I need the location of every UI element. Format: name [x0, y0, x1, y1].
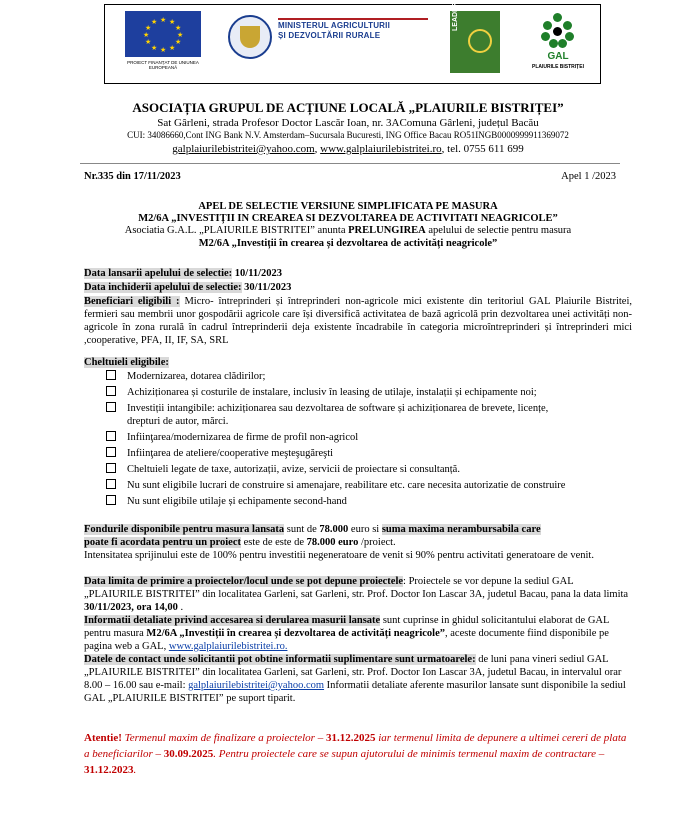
close-date-label: Data inchiderii apelului de selectie: [84, 282, 242, 293]
expenses-heading-row [84, 356, 632, 369]
intensity-paragraph: Intensitatea sprijinului este de 100% pentru investitii negeneratoare de venit si 90% pentru activitati generatoare de venit. [84, 550, 594, 561]
announce-text: Asociatia G.A.L. „PLAIURILE BISTRITEI” anunta [124, 225, 349, 236]
org-bank: CUI: 34086660,Cont ING Bank N.V. Amsterdam–Sucursala Bucuresti, ING Office Bacau RO51INGB0000999911369072 [127, 130, 569, 140]
list-item-text: Modernizarea, dotarea clădirilor; [127, 371, 266, 382]
list-item [106, 479, 636, 492]
list-item-continuation [106, 415, 636, 428]
email-link[interactable]: galplaiurilebistritei@yahoo.com [172, 143, 315, 155]
checkbox-icon [106, 479, 116, 489]
max-grant-amount: 78.000 euro [306, 537, 359, 548]
leader-logo [450, 2, 500, 73]
launch-date-row [84, 267, 632, 280]
list-item [106, 402, 636, 415]
leader-circle-icon [468, 29, 492, 53]
contact-sep: , [314, 143, 321, 155]
deadline-date: 30/11/2023, ora 14,00 [84, 602, 178, 613]
org-name: ASOCIAȚIA GRUPUL DE ACȚIUNE LOCALĂ „PLAIURILE BISTRIȚEI” [132, 100, 564, 115]
max-grant-label: suma maxima nerambursabila care [381, 524, 541, 535]
reference-number: Nr.335 din 17/11/2023 [84, 171, 181, 182]
romania-seal-icon [228, 15, 272, 59]
close-date: 30/11/2023 [241, 282, 292, 293]
funds-text-3: este de este de [241, 537, 307, 548]
checkbox-icon [106, 402, 116, 412]
checkbox-icon [106, 431, 116, 441]
list-item-text: Achiziționarea și costurile de instalare, inclusiv în leasing de utilaje, instalații și echipamente noi; [127, 387, 537, 398]
contact-label: Datele de contact unde solicitantii pot obtine informatii suplimentare sunt urmatoarele: [84, 654, 476, 665]
announce-text-2: apelului de selectie pentru masura [425, 225, 572, 236]
info-text: sunt cuprinse in ghidul solicitantului elaborat de GAL pentru masura [84, 615, 610, 639]
deadline-paragraph [84, 575, 632, 614]
tree-icon [541, 13, 575, 47]
ministry-line-2: ȘI DEZVOLTĂRII RURALE [278, 31, 381, 40]
checkbox-icon [106, 447, 116, 457]
checkbox-icon [106, 386, 116, 396]
attention-notice [84, 730, 632, 778]
funds-label: Fondurile disponibile pentru masura lansata [84, 524, 285, 535]
contract-deadline: 31.12.2023 [84, 764, 134, 776]
eu-flag-icon: ★ ★ ★ ★ ★ ★ ★ ★ ★ ★ ★ ★ [125, 11, 201, 57]
completion-deadline: 31.12.2025 [325, 732, 376, 744]
call-number: Apel 1 /2023 [561, 171, 616, 182]
ministry-logo [228, 11, 428, 71]
list-item [106, 447, 636, 460]
checkbox-icon [106, 370, 116, 380]
ministry-line-1: MINISTERUL AGRICULTURII [278, 21, 391, 30]
funds-text-4: /proiect. [358, 537, 396, 548]
extension-word: PRELUNGIREA [348, 225, 426, 236]
list-item [106, 495, 636, 508]
gal-subname: PLAIURILE BISTRIȚEI [532, 64, 584, 70]
expenses-label: Cheltuieli eligibile: [84, 357, 169, 368]
info-measure: M2/6A „Investiții în crearea și dezvoltarea de activități neagricole” [146, 628, 446, 639]
launch-date: 10/11/2023 [232, 268, 283, 279]
notice-text-2: iar termenul limita de depunere a ultimei cereri de plata a beneficiarilor – [84, 732, 627, 760]
funds-amount: 78.000 [319, 524, 349, 535]
funds-text-2: euro si [348, 524, 382, 535]
measure-title: M2/6A „INVESTIȚII IN CREAREA SI DEZVOLTAREA DE ACTIVITATI NEAGRICOLE” [138, 213, 558, 224]
header-divider [80, 163, 620, 164]
deadline-label: Data limita de primire a proiectelor/locul unde se pot depune proiectele [84, 576, 404, 587]
gal-name: GAL [547, 51, 569, 62]
info-paragraph [84, 614, 632, 653]
leader-word: LEADER [452, 2, 459, 31]
beneficiaries-text: Micro- întreprinderi și întreprinderi non-agricole mici existente din teritoriul GAL Plaiurile Bistritei, fermieri sau membrii unor gospodării agricole care își diversifică activitatea de bază agricolă prin dezvoltarea unei activități non-agricole în zona rurală în cadrul întreprinderii deja existente încadrabile în categoria microîntreprinderi și întreprinderi mici ,cooperative, PFA, II, IF, SA, SRL [84, 296, 633, 346]
eu-logo [125, 11, 201, 70]
phone-text: , tel. 0755 611 699 [441, 143, 524, 155]
funds-paragraph [84, 523, 632, 549]
checkbox-icon [106, 463, 116, 473]
list-item [106, 431, 636, 444]
close-date-row [84, 281, 632, 294]
deadline-end: . [177, 602, 184, 613]
notice-text-3: . Pentru proiectele care se supun ajutorului de minimis termenul maxim de contractare – [213, 748, 605, 760]
max-grant-label-2: poate fi acordata pentru un proiect [84, 537, 242, 548]
list-item [106, 370, 636, 383]
list-item-text: Nu sunt eligibile utilaje și echipamente second-hand [127, 496, 347, 507]
deadline-text: : Proiectele se vor depune la sediul GAL „PLAIURILE BISTRITEI” din localitatea Garleni, sat Garleni, str. Prof. Doctor Ion Lascar 3A, judetul Bacau, pana la data limita [84, 576, 629, 600]
list-item-text: Infiinţarea de ateliere/cooperative meşteşugăreşti [127, 448, 334, 459]
notice-text: Termenul maxim de finalizare a proiectelor – [121, 732, 326, 744]
list-item-text: drepturi de autor, mărci. [127, 416, 229, 427]
list-item [106, 386, 636, 399]
website-link-2[interactable]: www.galplaiurilebistritei.ro. [168, 641, 288, 652]
beneficiaries-label: Beneficiari eligibili : [84, 296, 180, 307]
org-address: Sat Gârleni, strada Profesor Doctor Lascăr Ioan, nr. 3AComuna Gârleni, județul Bacău [157, 117, 539, 129]
contact-paragraph [84, 653, 632, 705]
funds-text: sunt de [284, 524, 320, 535]
list-item-text: Infiinţarea/modernizarea de firme de profil non-agricol [127, 432, 359, 443]
beneficiaries-paragraph [84, 295, 632, 347]
attention-label: Atentie! [84, 732, 122, 744]
list-item [106, 463, 636, 476]
contact-text-2: Informatii detaliate aferente masurilor lansate sunt disponibile la sediul GAL „PLAIURILE BISTRITEI” pe suport tiparit. [84, 680, 626, 704]
launch-date-label: Data lansarii apelului de selectie: [84, 268, 233, 279]
contact-text: de luni pana vineri sediul GAL „PLAIURILE BISTRITEI” din localitatea Garleni, sat Garleni, str. Prof. Doctor Ion Lascar 3A, judetul Bacau, in intervalul orar 8.00 – 16.00 sau e-mail: [84, 654, 622, 691]
email-link-2[interactable]: galplaiurilebistritei@yahoo.com [188, 680, 325, 691]
call-title: APEL DE SELECTIE VERSIUNE SIMPLIFICATA PE MASURA [198, 201, 498, 212]
list-item-text: Nu sunt eligibile lucrari de construire si amenajare, reabilitare etc. care necesita autorizatie de construire [127, 480, 566, 491]
gal-logo [525, 11, 591, 77]
info-label: Informatii detaliate privind accesarea si derularea masurii lansate [84, 615, 381, 626]
org-contacts [0, 143, 696, 155]
list-item-text: Cheltuieli legate de taxe, autorizații, avize, servicii de proiectare si consultanță. [127, 464, 460, 475]
notice-text-4: . [133, 764, 137, 776]
list-item-text: Investiții intangibile: achiziționarea sau dezvoltarea de software și achiziționarea de brevete, licențe, [127, 403, 549, 414]
payment-deadline: 30.09.2025 [163, 748, 214, 760]
measure-subtitle: M2/6A „Investiții în crearea și dezvoltarea de activități neagricole” [198, 238, 498, 249]
info-text-2: , aceste documente fiind disponibile pe pagina web a GAL, [84, 628, 609, 652]
checkbox-icon [106, 495, 116, 505]
logo-banner [104, 4, 601, 84]
website-link[interactable]: www.galplaiurilebistritei.ro [320, 143, 442, 155]
eu-caption: PROIECT FINANȚAT DE UNIUNEA EUROPEANĂ [127, 60, 199, 70]
announcement-line [0, 225, 696, 237]
